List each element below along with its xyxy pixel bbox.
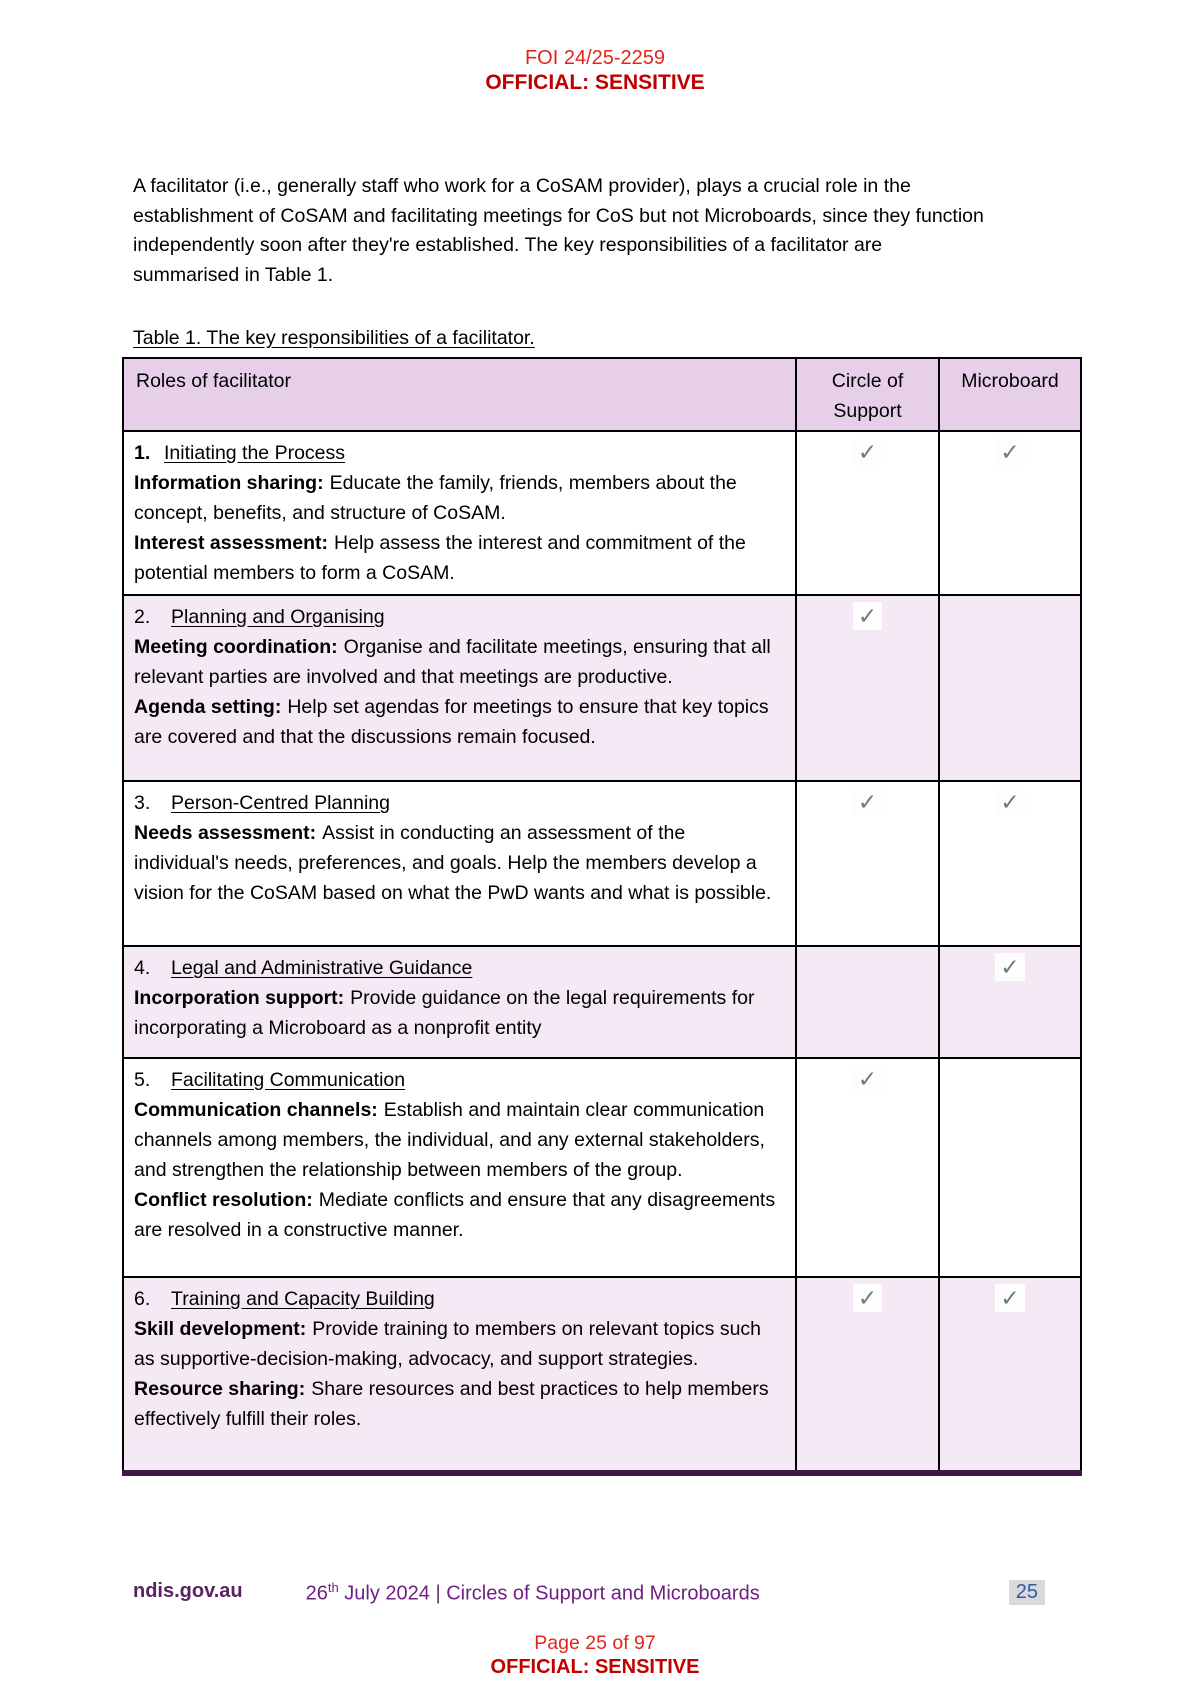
table-row [123,946,1081,1058]
microboard-cell [939,781,1081,946]
role-cell [123,595,796,781]
role-item-label: Interest assessment: [134,532,329,554]
role-title: Initiating the Process [164,442,346,464]
role-heading [134,953,781,983]
column-header-circle-of-support: Circle of Support [796,358,939,431]
circle-of-support-cell [796,431,939,595]
role-item [134,1314,781,1374]
role-item [134,1185,781,1245]
role-item-label: Information sharing: [134,472,324,494]
role-heading [134,788,781,818]
microboard-cell [939,946,1081,1058]
role-item-text: Establish and maintain clear communication channels among members, the individual, and any external stakeholders, and strengthen the relationship between members of the group. [134,1099,765,1181]
role-item [134,1374,781,1434]
check-mark: ✓ [853,1284,882,1312]
check-mark: ✓ [995,788,1024,816]
role-item-text: Provide guidance on the legal requirements for incorporating a Microboard as a nonprofit entity [134,987,755,1039]
table-header-row [123,358,1081,431]
check-mark: ✓ [995,438,1024,466]
role-cell [123,946,796,1058]
footer-date-title [306,1580,760,1606]
table-row [123,431,1081,595]
role-item-text: Educate the family, friends, members about the concept, benefits, and structure of CoSAM. [134,472,737,524]
role-number: 4. [134,957,151,979]
role-number: 2. [134,606,151,628]
microboard-cell [939,431,1081,595]
circle-of-support-cell [796,946,939,1058]
bottom-banner [0,1632,1190,1680]
role-cell [123,431,796,595]
ndis-website-link[interactable]: ndis.gov.au [133,1580,243,1602]
role-item-text: Provide training to members on relevant topics such as supportive-decision-making, advocacy, and support strategies. [134,1318,762,1370]
role-item-text: Help set agendas for meetings to ensure that key topics are covered and that the discussions remain focused. [134,696,769,748]
intro-paragraph: A facilitator (i.e., generally staff who work for a CoSAM provider), plays a crucial role in the establishment of CoSAM and facilitating meetings for CoS but not Microboards, since they function independently soon after they're established. The key responsibilities of a facilitator are summarised in Table 1. [133,175,984,286]
role-title: Legal and Administrative Guidance [171,957,473,979]
check-mark: ✓ [995,953,1024,981]
role-item [134,983,781,1043]
table-row [123,595,1081,781]
role-cell [123,1058,796,1277]
circle-of-support-cell [796,595,939,781]
column-header-roles: Roles of facilitator [123,358,796,431]
role-item-text: Help assess the interest and commitment of the potential members to form a CoSAM. [134,532,746,584]
role-cell [123,1277,796,1473]
role-number: 6. [134,1288,151,1310]
footer-date-day: 26 [305,1582,328,1605]
role-item [134,1095,781,1185]
role-item-text: Share resources and best practices to help members effectively fulfill their roles. [134,1378,769,1430]
role-item-text: Assist in conducting an assessment of the individual's needs, preferences, and goals. Help the members develop a vision for the CoSAM based on what the PwD wants and what is possible. [134,822,772,904]
column-header-microboard: Microboard [939,358,1081,431]
role-item-label: Resource sharing: [134,1378,306,1400]
table-caption: Table 1. The key responsibilities of a facilitator. [133,327,535,349]
circle-of-support-cell [796,1277,939,1473]
table-row [123,1058,1081,1277]
check-mark: ✓ [853,602,882,630]
role-heading [134,438,781,468]
role-item [134,632,781,692]
role-item-label: Conflict resolution: [134,1189,313,1211]
microboard-cell [939,1277,1081,1473]
role-cell [123,781,796,946]
table-row [123,781,1081,946]
role-item-label: Meeting coordination: [134,636,338,658]
page-number-field: 25 [1009,1580,1045,1605]
role-item [134,528,781,588]
role-number: 1. [134,442,151,464]
role-heading [134,1065,781,1095]
role-number: 3. [134,792,151,814]
foi-reference: FOI 24/25-2259 [524,47,666,69]
role-item-label: Communication channels: [134,1099,378,1121]
role-title: Planning and Organising [171,606,385,628]
page-footer [133,1580,1045,1606]
role-item-text: Mediate conflicts and ensure that any disagreements are resolved in a constructive manner. [134,1189,776,1241]
footer-date-ordinal: th [327,1580,339,1595]
circle-of-support-cell [796,1058,939,1277]
role-item-label: Skill development: [134,1318,307,1340]
role-item [134,692,781,752]
footer-date-rest: July 2024 | Circles of Support and Microboards [338,1582,760,1605]
check-mark: ✓ [995,1284,1024,1312]
check-mark: ✓ [853,1065,882,1093]
responsibilities-table [122,357,1082,1476]
role-item-label: Needs assessment: [134,822,317,844]
microboard-cell [939,1058,1081,1277]
role-number: 5. [134,1069,151,1091]
role-title: Training and Capacity Building [171,1288,435,1310]
role-heading [134,1284,781,1314]
microboard-cell [939,595,1081,781]
circle-of-support-cell [796,781,939,946]
document-header [0,0,1190,96]
table-row [123,1277,1081,1473]
role-item-label: Agenda setting: [134,696,282,718]
page-count: Page 25 of 97 [534,1631,656,1654]
classification-banner-top: OFFICIAL: SENSITIVE [485,71,705,94]
check-mark: ✓ [853,438,882,466]
role-item-text: Organise and facilitate meetings, ensuring that all relevant parties are involved and that meetings are productive. [134,636,771,688]
role-item [134,468,781,528]
role-heading [134,602,781,632]
role-title: Facilitating Communication [171,1069,406,1091]
role-item-label: Incorporation support: [134,987,345,1009]
check-mark: ✓ [853,788,882,816]
role-title: Person-Centred Planning [171,792,390,814]
classification-banner-bottom: OFFICIAL: SENSITIVE [490,1655,700,1678]
role-item [134,818,781,908]
